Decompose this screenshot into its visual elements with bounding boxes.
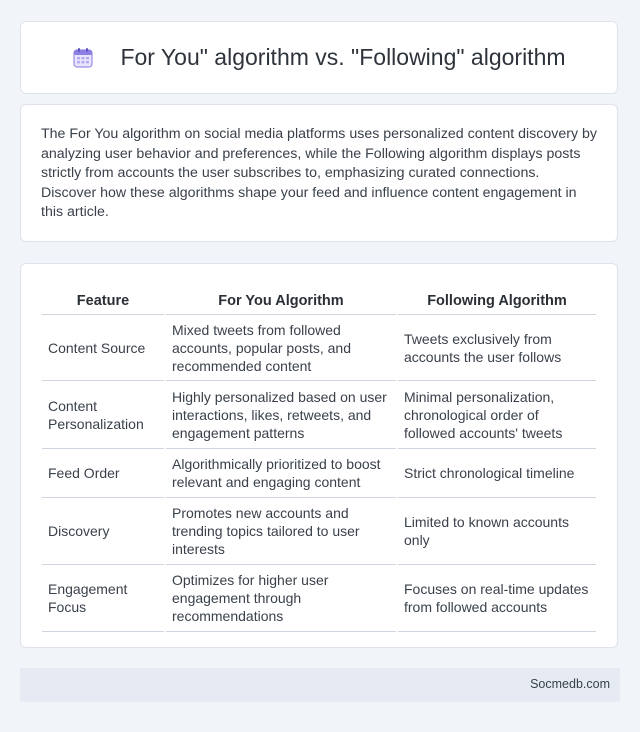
feature-cell: Content Source [42, 315, 164, 381]
feature-cell: Engagement Focus [42, 565, 164, 632]
comparison-table [40, 284, 598, 632]
column-header-feature: Feature [42, 284, 164, 315]
table-row [42, 381, 596, 449]
page-title [72, 44, 565, 71]
for-you-cell: Promotes new accounts and trending topics tailored to user interests [166, 498, 396, 565]
footer-brand[interactable]: Socmedb.com [530, 677, 610, 691]
intro-paragraph: The For You algorithm on social media platforms uses personalized content discovery by analyzing user behavior and preferences, while the Following algorithm displays posts strictly from accounts the user subscribes to, emphasizing curated connections. Discover how these algorithms shape your feed and influence content engagement in this article. [41, 126, 597, 221]
feature-cell: Content Personalization [42, 381, 164, 449]
column-header-following: Following Algorithm [398, 284, 596, 315]
for-you-cell: Algorithmically prioritized to boost relevant and engaging content [166, 449, 396, 498]
following-cell: Strict chronological timeline [398, 449, 596, 498]
table-header-row [42, 284, 596, 315]
column-header-for-you: For You Algorithm [166, 284, 396, 315]
for-you-cell: Optimizes for higher user engagement through recommendations [166, 565, 396, 632]
footer-bar [20, 668, 620, 702]
following-cell: Minimal personalization, chronological order of followed accounts' tweets [398, 381, 596, 449]
feature-cell: Feed Order [42, 449, 164, 498]
calendar-icon [72, 47, 94, 69]
comparison-card [20, 263, 618, 648]
table-row [42, 449, 596, 498]
following-cell: Limited to known accounts only [398, 498, 596, 565]
intro-card [20, 104, 618, 242]
feature-cell: Discovery [42, 498, 164, 565]
page-title-text: For You" algorithm vs. "Following" algorithm [120, 44, 566, 70]
table-row [42, 565, 596, 632]
following-cell: Focuses on real-time updates from followed accounts [398, 565, 596, 632]
following-cell: Tweets exclusively from accounts the user follows [398, 315, 596, 381]
table-row [42, 315, 596, 381]
title-card [20, 21, 618, 94]
table-row [42, 498, 596, 565]
for-you-cell: Mixed tweets from followed accounts, popular posts, and recommended content [166, 315, 396, 381]
for-you-cell: Highly personalized based on user interactions, likes, retweets, and engagement patterns [166, 381, 396, 449]
